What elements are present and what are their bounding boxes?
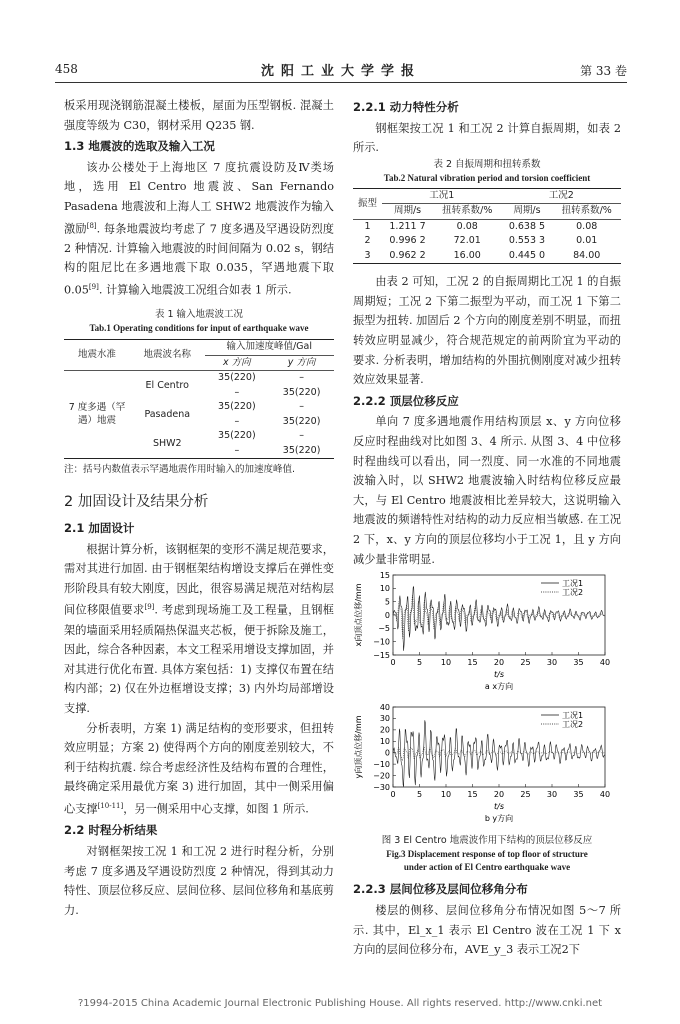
th-period-2: 周期/s bbox=[513, 205, 541, 217]
th-x: x 方向 bbox=[223, 356, 251, 368]
y-axis-label: x向顶点位移/mm bbox=[354, 583, 363, 647]
table-cell: 35(220) bbox=[218, 401, 256, 413]
cell-name-2: Pasadena bbox=[144, 408, 191, 420]
section-2-title: 2 加固设计及结果分析 bbox=[64, 494, 209, 511]
section-2-1-paragraph-2: 分析表明，方案 1) 满足结构的变形要求，但扭转效应明显；方案 2) 使得两个方向的刚度差别较大，不利于结构抗震. 综合考虑经济性及结构布置的合理性，最终确定采用最优方案 3) 进行加固，其中一侧采用偏心支撑[10-11]，另一侧采用中心支撑，如图 1 所示. bbox=[64, 721, 334, 816]
subfigure-label: a x方向 bbox=[484, 682, 514, 692]
figure-3-caption-en-2: under action of El Centro earthquake wave bbox=[403, 862, 571, 873]
table-cell: 35(220) bbox=[282, 415, 321, 427]
x-tick-label: 15 bbox=[467, 658, 478, 668]
table-cell: – bbox=[299, 430, 304, 442]
y-tick-label: −30 bbox=[373, 782, 390, 792]
x-tick-label: 40 bbox=[599, 658, 611, 668]
y-tick-label: 30 bbox=[379, 714, 390, 724]
legend-label-2: 工况2 bbox=[562, 588, 584, 598]
right-column bbox=[353, 96, 621, 960]
table-cell: 35(220) bbox=[282, 444, 321, 456]
table-cell: – bbox=[234, 386, 240, 398]
x-tick-label: 20 bbox=[493, 789, 505, 799]
y-axis-label: y向顶点位移/mm bbox=[354, 715, 363, 779]
header-rule bbox=[55, 82, 627, 83]
cell-level: 7 度多遇（罕遇）地震 bbox=[64, 371, 130, 459]
x-axis-label: t/s bbox=[494, 801, 504, 811]
y-tick-label: −10 bbox=[373, 759, 390, 769]
table-2-caption-en: Tab.2 Natural vibration period and torsion coefficient bbox=[383, 172, 591, 183]
legend-label-1: 工况1 bbox=[562, 579, 584, 589]
x-tick-label: 25 bbox=[520, 789, 531, 799]
y-tick-label: 10 bbox=[379, 736, 390, 746]
th-y: y 方向 bbox=[287, 356, 316, 368]
footer: ?1994-2015 China Academic Journal Electronic Publishing House. All rights reserved. http://www.cnki.net bbox=[77, 998, 603, 1009]
figure-3-caption-cn: 图 3 El Centro 地震波作用下结构的顶层位移反应 bbox=[381, 835, 593, 847]
y-tick-label: 10 bbox=[379, 584, 390, 594]
table-1-note: 注：括号内数值表示罕遇地震作用时输入的加速度峰值. bbox=[64, 464, 296, 476]
x-tick-label: 0 bbox=[390, 789, 396, 799]
x-tick-label: 5 bbox=[416, 658, 423, 668]
y-tick-label: 5 bbox=[384, 597, 390, 607]
table-row: 3 0.962 2 16.00 0.445 0 84.00 bbox=[364, 249, 601, 261]
y-tick-label: 15 bbox=[379, 571, 390, 580]
table-cell: 35(220) bbox=[218, 430, 256, 442]
legend-label-2: 工况2 bbox=[562, 719, 584, 729]
x-tick-label: 30 bbox=[546, 658, 558, 668]
x-tick-label: 5 bbox=[416, 789, 423, 799]
volume-label: 第 33 卷 bbox=[580, 64, 627, 78]
x-tick-label: 35 bbox=[573, 789, 584, 799]
legend-label-1: 工况1 bbox=[562, 710, 584, 720]
x-tick-label: 10 bbox=[440, 658, 452, 668]
x-tick-label: 30 bbox=[546, 789, 558, 799]
section-1-3-title: 1.3 地震波的选取及输入工况 bbox=[64, 139, 215, 154]
x-tick-label: 15 bbox=[467, 789, 478, 799]
table-cell: – bbox=[234, 444, 240, 456]
x-tick-label: 25 bbox=[520, 658, 531, 668]
table-row: 2 0.996 2 72.01 0.553 3 0.01 bbox=[364, 235, 598, 247]
y-tick-label: 0 bbox=[384, 610, 390, 620]
table-1 bbox=[64, 339, 334, 459]
x-tick-label: 35 bbox=[573, 658, 584, 668]
x-axis-label: t/s bbox=[494, 670, 504, 680]
th-mode: 振型 bbox=[353, 188, 382, 219]
table-cell: – bbox=[299, 401, 304, 413]
section-2-2-1-title: 2.2.1 动力特性分析 bbox=[353, 100, 459, 114]
table-row: 1 1.211 7 0.08 0.638 5 0.08 bbox=[364, 220, 598, 232]
th-period-1: 周期/s bbox=[393, 205, 422, 217]
th-level: 地震水准 bbox=[64, 340, 130, 371]
x-tick-label: 40 bbox=[599, 789, 611, 799]
y-tick-label: 40 bbox=[379, 702, 390, 712]
section-2-2-paragraph: 对钢框架按工况 1 和工况 2 进行时程分析，分别考虑 7 度多遇及罕遇设防烈度 2 种情况，得到其动力特性、顶层位移反应、层间位移、层间位移角和基底剪力. bbox=[64, 844, 334, 917]
x-tick-label: 0 bbox=[390, 658, 396, 668]
table-2 bbox=[353, 188, 621, 265]
section-2-2-2-title: 2.2.2 顶层位移反应 bbox=[353, 393, 459, 408]
table-1-caption-en: Tab.1 Operating conditions for input of earthquake wave bbox=[89, 323, 309, 334]
y-tick-label: −10 bbox=[373, 637, 390, 647]
table-cell: 35(220) bbox=[205, 371, 270, 386]
left-column bbox=[64, 96, 334, 920]
intro-paragraph: 板采用现浇钢筋混凝土楼板，屋面为压型钢板. 混凝土强度等级为 C30，钢材采用 Q235 钢. bbox=[64, 99, 334, 132]
page-header bbox=[55, 60, 627, 80]
figure-3 bbox=[353, 571, 621, 834]
y-tick-label: −5 bbox=[378, 624, 390, 634]
y-tick-label: 0 bbox=[384, 748, 390, 758]
section-2-1-title: 2.1 加固设计 bbox=[64, 521, 135, 535]
section-2-2-title: 2.2 时程分析结果 bbox=[64, 823, 158, 838]
section-2-2-1-paragraph: 钢框架按工况 1 和工况 2 计算自振周期，如表 2 所示. bbox=[353, 121, 621, 155]
th-torsion-2: 扭转系数/% bbox=[561, 205, 612, 217]
x-tick-label: 20 bbox=[493, 658, 505, 668]
table-2-caption-cn: 表 2 自振周期和扭转系数 bbox=[433, 158, 541, 170]
section-2-2-3-title: 2.2.3 层间位移及层间位移角分布 bbox=[353, 882, 528, 897]
cell-name-3: SHW2 bbox=[152, 437, 182, 449]
x-tick-label: 10 bbox=[440, 789, 452, 799]
table-cell: 35(220) bbox=[282, 386, 321, 398]
series-line-1 bbox=[393, 720, 605, 786]
chart-x-direction bbox=[353, 571, 621, 696]
th-torsion-1: 扭转系数/% bbox=[442, 205, 493, 217]
figure-3-caption-en-1: Fig.3 Displacement response of top floor of structure bbox=[386, 849, 588, 860]
journal-title: 沈阳工业大学学报 bbox=[260, 64, 421, 79]
section-2-2-2-paragraph: 单向 7 度多遇地震作用结构顶层 x、y 方向位移反应时程曲线对比如图 3、4 所示. 从图 3、4 中位移时程曲线可以看出，同一烈度、同一水准的不同地震波输入时，以 SHW2 地震波输入时结构位移反应最大，与 El Centro 地震波相比差异较大，这说明输入地震波的频谱特性对结构的动力反应相当敏感. 在工况 2 下，x、y 方向的顶层位移均小于工况 1，且 y 方向减少量非常明显. bbox=[353, 415, 621, 566]
page-number: 458 bbox=[55, 62, 78, 76]
th-peak: 输入加速度峰值/Gal bbox=[205, 340, 335, 356]
section-2-2-1-paragraph-2: 由表 2 可知，工况 2 的自振周期比工况 1 的自振周期短；工况 2 下第二振型为平动，而工况 1 下第二振型为扭转. 加固后 2 个方向的刚度差别不明显，而扭转效应明显减少，符合规范规定的前两阶宜为平动的要求. 分析表明，增加结构的外围抗侧刚度对减少扭转效应效果显著. bbox=[353, 275, 621, 387]
th-name: 地震波名称 bbox=[130, 340, 205, 371]
y-tick-label: −20 bbox=[373, 771, 390, 781]
section-1-3-paragraph: 该办公楼处于上海地区 7 度抗震设防及Ⅳ类场地，选用 El Centro 地震波、San Fernando Pasadena 地震波和上海人工 SHW2 地震波作为输入激励[8]. 每条地震波均考虑了 7 度多遇及罕遇设防烈度 2 种情况. 计算输入地震波的时间间隔为 0.02 s，钢结构的阻尼比在多遇地震下取 0.035，罕遇地震下取 0.05[9]. 计算输入地震波工况组合如表 1 所示. bbox=[64, 160, 334, 297]
subfigure-label: b y方向 bbox=[484, 813, 514, 823]
section-2-1-paragraph-1: 根据计算分析，该钢框架的变形不满足规范要求，需对其进行加固. 由于钢框架结构增设支撑后在弹性变形阶段具有较大刚度，因此，很容易满足规范对结构层间位移限值要求[9]. 考虑到现场施工及工程量，且钢框架的墙面采用轻质隔热保温夹芯板，便于拆除及施工，因此，综合各种因素，本文工程采用增设支撑加固，并对其进行优化布置. 具体方案包括：1) 支撑仅布置在结构内部；2) 仅在外边框增设支撑；3) 内外均局部增设支撑. bbox=[64, 542, 334, 716]
th-case-1: 工况1 bbox=[382, 188, 501, 204]
y-tick-label: −15 bbox=[373, 650, 390, 660]
section-2-2-3-paragraph: 楼层的侧移、层间位移角分布情况如图 5～7 所示. 其中，El_x_1 表示 El Centro 波在工况 1 下 x 方向的层间位移分布，AVE_y_3 表示工况2下 bbox=[353, 903, 621, 957]
table-1-caption-cn: 表 1 输入地震波工况 bbox=[154, 309, 244, 321]
table-cell: – bbox=[234, 415, 240, 427]
y-tick-label: 20 bbox=[379, 725, 390, 735]
th-case-2: 工况2 bbox=[502, 188, 621, 204]
chart-y-direction bbox=[353, 703, 621, 828]
cell-name-1: El Centro bbox=[130, 371, 205, 401]
table-cell: – bbox=[269, 371, 334, 386]
